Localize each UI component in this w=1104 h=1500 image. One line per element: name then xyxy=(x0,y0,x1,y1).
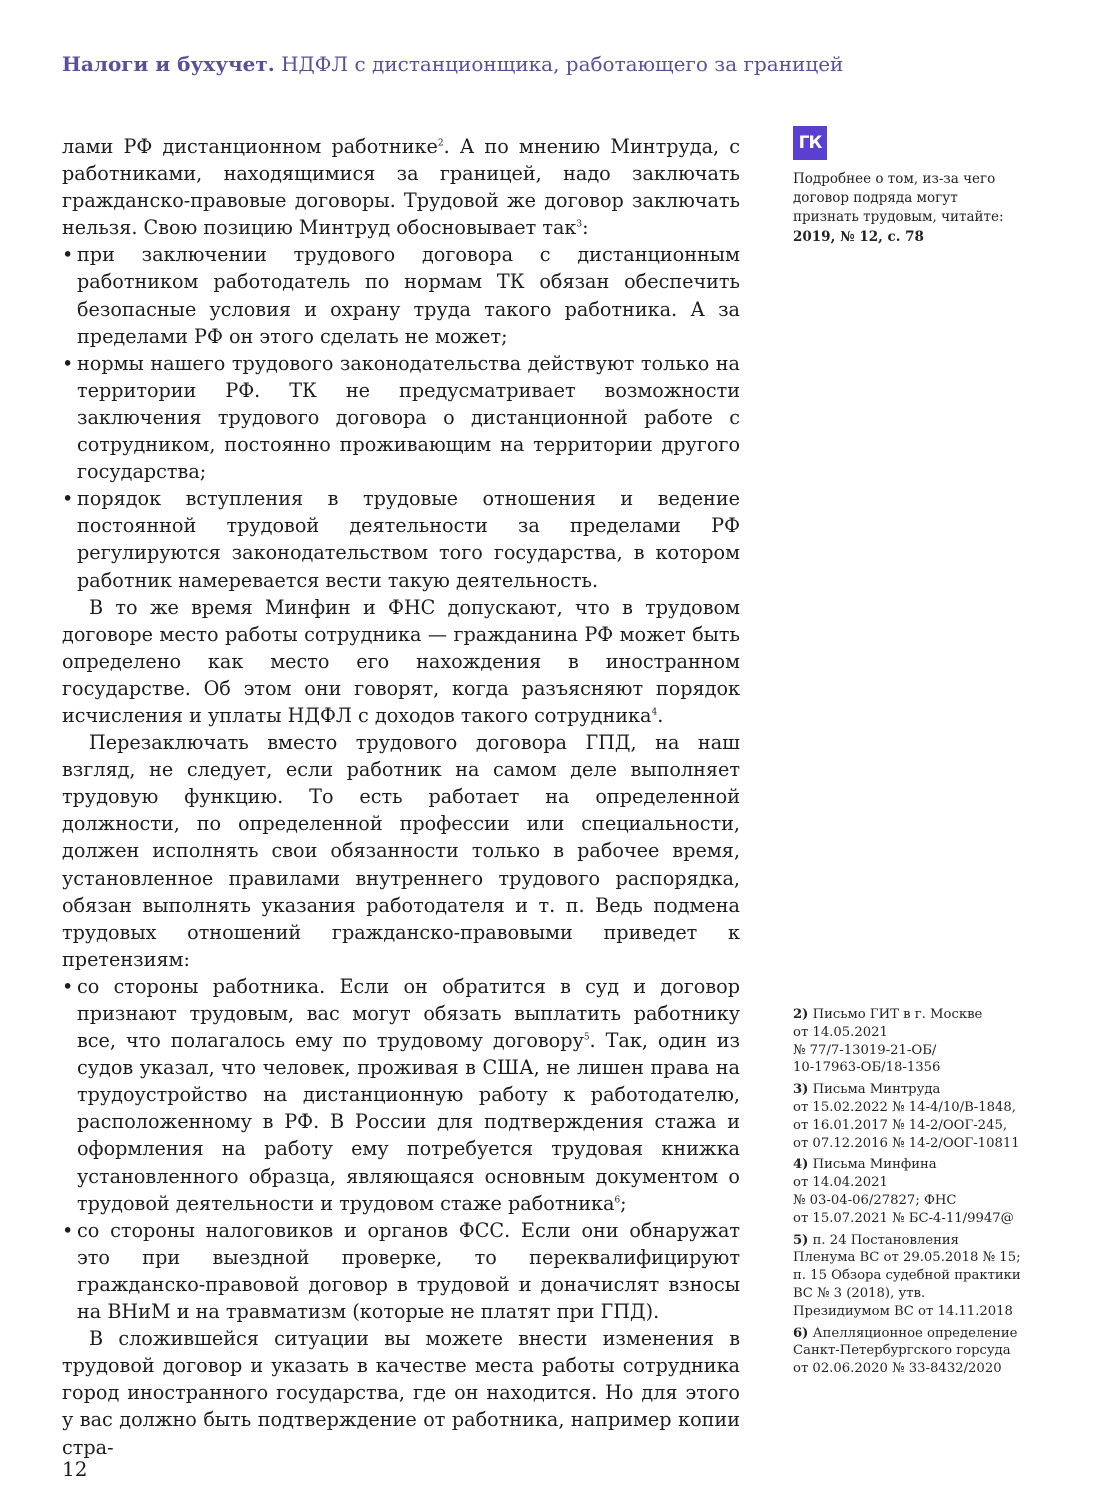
paragraph-3: Перезаключать вместо трудового договора ГПД, на наш взгляд, не следует, если работник на самом деле выполняет трудовую функцию. То есть работает на определенной должности, по определенной профессии или специальности, должен исполнять свои обязанности только в рабочее время, установленное правилами внутреннего трудового распорядка, обязан выполнять указания работодателя и т. п. Ведь подмена трудовых отношений гражданско-правовыми приведет к претензиям: xyxy=(62,731,740,971)
footnote-ref-3[interactable]: 3 xyxy=(576,219,583,230)
footnote-6: 6) Апелляционное определение Санкт-Петербургского горсуда от 02.06.2020 № 33-8432/2020 xyxy=(793,1325,1018,1377)
footnote-4: 4) Письма Минфина от 14.04.2021 № 03-04-06/27827; ФНС от 15.07.2021 № БС-4-11/9947@ xyxy=(793,1157,1014,1226)
bullet-list-2 xyxy=(62,973,740,1325)
footnote-3: 3) Письма Минтруда от 15.02.2022 № 14-4/10/В-1848, от 16.01.2017 № 14-2/ООГ-245, от 07.12.2016 № 14-2/ООГ-10811 xyxy=(793,1082,1020,1151)
footnote-ref-2[interactable]: 2 xyxy=(437,138,444,149)
sidebar-text: Подробнее о том, из-за чего договор подряда могут признать трудовым, читайте: xyxy=(793,171,1004,225)
list-item: • со стороны работника. Если он обратится в суд и договор признают трудовым, вас могут обязать выплатить работнику все, что полагалось ему по трудовому договору$^5$. Так, один из судов указал, что человек, проживая в США, не лишен права на трудоустройство на дистанционную работу к работодателю, расположенному в РФ. В России для подтверждения стажа и оформления на работу ему потребуется трудовая книжка установленного образца, являющаяся основным документом о трудовой деятельности и трудовом стаже работника$^6$; xyxy=(62,973,740,1217)
header-title: НДФЛ с дистанционщика, работающего за границей xyxy=(281,52,844,76)
footnote-ref-4[interactable]: 4 xyxy=(651,707,658,718)
header-section: Налоги и бухучет. xyxy=(62,52,275,76)
paragraph-4: В сложившейся ситуации вы можете внести изменения в трудовой договор и указать в качестве места работы сотрудника город иностранного государства, где он находится. Но для этого у вас должно быть подтверждение от работника, например копии стра- xyxy=(62,1327,740,1459)
gk-logo-icon: ГК xyxy=(793,126,827,160)
paragraph-1: лами РФ дистанционном работнике$^2$. А по мнению Минтруда, с работниками, находящимися за границей, надо заключать гражданско-правовые договоры. Трудовой же договор заключать нельзя. Свою позицию Минтруд обосновывает так$^3$: xyxy=(62,135,740,240)
article-body xyxy=(62,133,740,1461)
footnote-5: 5) п. 24 Постановления Пленума ВС от 29.05.2018 № 15; п. 15 Обзора судебной практики ВС № 3 (2018), утв. Президиумом ВС от 14.11.2018 xyxy=(793,1232,1021,1319)
footnote-ref-6[interactable]: 6 xyxy=(614,1195,621,1206)
paragraph-2: В то же время Минфин и ФНС допускают, что в трудовом договоре место работы сотрудника — гражданина РФ может быть определено как место его нахождения в иностранном государстве. Об этом они говорят, когда разъясняют порядок исчисления и уплаты НДФЛ с доходов такого сотрудника$^4$. xyxy=(62,595,740,727)
footnote-ref-5[interactable]: 5 xyxy=(583,1032,590,1043)
bullet-list-1 xyxy=(62,241,740,593)
page-number: 12 xyxy=(62,1457,88,1481)
list-item: • со стороны налоговиков и органов ФСС. Если они обнаружат это при выездной проверке, то переквалифицируют гражданско-правовой договор в трудовой и доначислят взносы на ВНиМ и на травматизм (которые не платят при ГПД). xyxy=(62,1217,740,1325)
sidebar-note xyxy=(793,126,1013,247)
running-header xyxy=(62,52,843,76)
list-item: • нормы нашего трудового законодательства действуют только на территории РФ. ТК не предусматривает возможности заключения трудового договора о дистанционной работе с сотрудником, постоянно проживающим на территории другого государства; xyxy=(62,350,740,485)
footnote-2: 2) Письмо ГИТ в г. Москве от 14.05.2021 № 77/7-13019-21-ОБ/ 10-17963-ОБ/18-1356 xyxy=(793,1007,983,1076)
list-item: • при заключении трудового договора с дистанционным работником работодатель по нормам ТК обязан обеспечить безопасные условия и охрану труда такого работника. А за пределами РФ он этого сделать не может; xyxy=(62,241,740,349)
list-item: • порядок вступления в трудовые отношения и ведение постоянной трудовой деятельности за пределами РФ регулируются законодательством того государства, в котором работник намеревается вести такую деятельность. xyxy=(62,485,740,593)
sidebar-reference-link[interactable]: 2019, № 12, с. 78 xyxy=(793,229,924,245)
footnotes xyxy=(793,1006,1033,1382)
